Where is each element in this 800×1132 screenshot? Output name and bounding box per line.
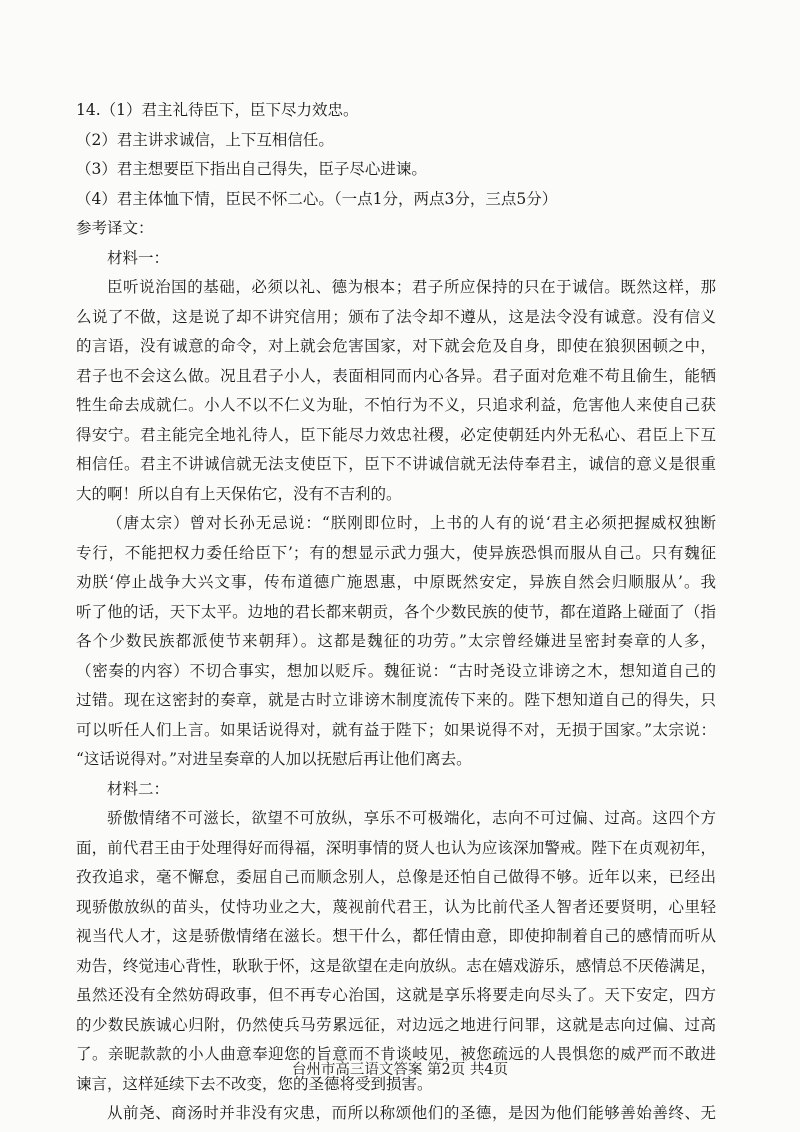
paragraph-line: 君子也不会这么做。况且君子小人，表面相同而内心各异。君子面对危难不苟且偷生，能牺 xyxy=(76,366,716,385)
paragraph-line: 谏言，这样延续下去不改变，您的圣德将受到损害。 xyxy=(76,1074,433,1093)
answer-item-2: （2）君主讲求诚信，上下互相信任。 xyxy=(76,130,334,149)
material1-heading: 材料一： xyxy=(107,248,170,267)
material2-heading: 材料二： xyxy=(107,779,170,798)
paragraph-line: 牲生命去成就仁。小人不以不仁义为耻，不怕行为不义，只追求利益，危害他人来使自己获 xyxy=(76,396,716,414)
answer-list xyxy=(76,96,716,214)
paragraph-line: 骄傲情绪不可滋长，欲望不可放纵，享乐不可极端化，志向不可过偏、过高。这四个方 xyxy=(107,809,716,827)
material2-paragraph-2 xyxy=(76,1099,716,1129)
paragraph-line: 过错。现在这密封的奏章，就是古时立诽谤木制度流传下来的。陛下想知道自己的得失，只 xyxy=(76,691,716,709)
paragraph-line: 的少数民族诚心归附，仍然使兵马劳累远征，对边远之地进行问罪，这就是志向过偏、过高 xyxy=(76,1015,716,1034)
paragraph-line: 面，前代君王由于处理得好而得福，深明事情的贤人也认为应该深加警戒。陛下在贞观初年， xyxy=(76,838,716,857)
paragraph-line: 现骄傲放纵的苗头，仗恃功业之大，蔑视前代君王，认为比前代圣人智者还要贤明，心里轻 xyxy=(76,897,716,916)
paragraph-line: 从前尧、商汤时并非没有灾患，而所以称颂他们的圣德，是因为他们能够善始善终、无 xyxy=(107,1104,716,1122)
paragraph-line: 的言语，没有诚意的命令，对上就会危害国家，对下就会危及自身，即使在狼狈困顿之中， xyxy=(76,337,716,355)
paragraph-line: 了。亲昵款款的小人曲意奉迎您的旨意而不肯谈岐见，被您疏远的人畏惧您的威严而不敢进 xyxy=(76,1045,716,1063)
answer-item-1: 14.（1）君主礼待臣下，臣下尽力效忠。 xyxy=(76,101,359,119)
paragraph-line: 劝告，终觉违心背性，耿耿于怀，这是欲望在走向放纵。志在嬉戏游乐，感情总不厌倦满足， xyxy=(76,956,716,975)
material2-paragraph-1 xyxy=(76,804,716,1099)
translation-heading: 参考译文： xyxy=(76,219,154,237)
paragraph-line: 得安宁。君主能完全地礼待人，臣下能尽力效忠社稷，必定使朝廷内外无私心、君臣上下互 xyxy=(76,425,716,444)
material1-paragraph-1 xyxy=(76,273,716,509)
document-body xyxy=(76,96,716,1129)
paragraph-line: （唐太宗）曾对长孙无忌说：“朕刚即位时，上书的人有的说‘君主必须把握威权独断 xyxy=(107,514,716,532)
paragraph-line: 么说了不做，这是说了却不讲究信用；颁布了法令却不遵从，这是法令没有诚意。没有信义 xyxy=(76,307,716,326)
paragraph-line: 大的啊！所以自有上天保佑它，没有不吉利的。 xyxy=(76,484,402,503)
paragraph-line: 劝朕‘停止战争大兴文事，传布道德广施恩惠，中原既然安定，异族自然会归顺服从’。我 xyxy=(76,573,716,591)
material1-paragraph-2 xyxy=(76,509,716,775)
paragraph-line: 可以听任人们上言。如果话说得对，就有益于陛下；如果说得不对，无损于国家。”太宗说： xyxy=(76,720,716,739)
paragraph-line: 专行，不能把权力委任给臣下’；有的想显示武力强大，使异族恐惧而服从自己。只有魏征 xyxy=(76,543,716,562)
paragraph-line: 孜孜追求，毫不懈怠，委屈自己而顺念别人，总像是还怕自己做得不够。近年以来，已经出 xyxy=(76,868,716,886)
paragraph-line: 各个少数民族都派使节来朝拜）。这都是魏征的功劳。”太宗曾经嫌进呈密封奏章的人多， xyxy=(76,632,716,650)
paragraph-line: 视当代人才，这是骄傲情绪在滋长。想干什么，都任情由意，即使抑制着自己的感情而听从 xyxy=(76,927,716,945)
paragraph-line: “这话说得对。”对进呈奏章的人加以抚慰后再让他们离去。 xyxy=(76,750,472,768)
page-footer: 台州市高三语文答案 第2页 共4页 xyxy=(291,1062,509,1078)
answer-item-3: （3）君主想要臣下指出自己得失，臣子尽心进谏。 xyxy=(76,160,427,178)
paragraph-line: 虽然还没有全然妨碍政事，但不再专心治国，这就是享乐将要走向尽头了。天下安定，四方 xyxy=(76,986,716,1004)
paragraph-line: 臣听说治国的基础，必须以礼、德为根本；君子所应保持的只在于诚信。既然这样，那 xyxy=(107,278,716,296)
paragraph-line: 相信任。君主不讲诚信就无法支使臣下，臣下不讲诚信就无法侍奉君主，诚信的意义是很重 xyxy=(76,455,716,473)
answer-item-4: （4）君主体恤下情，臣民不怀二心。（一点1分，两点3分，三点5分） xyxy=(76,189,558,208)
paragraph-line: 听了他的话，天下太平。边地的君长都来朝贡，各个少数民族的使节，都在道路上碰面了（指 xyxy=(76,602,716,621)
paragraph-line: （密奏的内容）不切合事实，想加以贬斥。魏征说：“古时尧设立诽谤之木，想知道自己的 xyxy=(76,661,716,680)
